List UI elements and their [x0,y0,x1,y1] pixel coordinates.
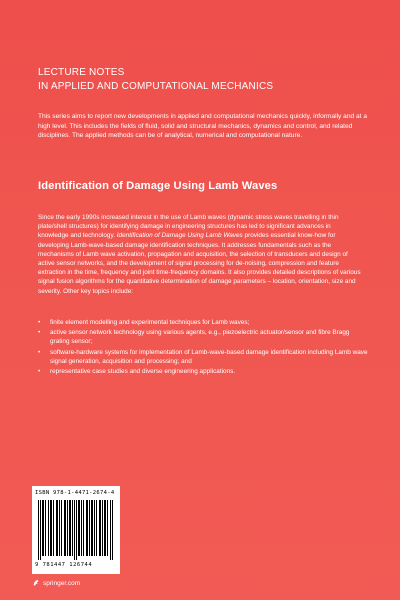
publisher-url[interactable]: springer.com [43,579,81,587]
bullet-icon: • [38,368,41,376]
barcode-icon [38,500,114,560]
bullet-icon: • [38,329,41,337]
list-item [38,328,368,346]
description-part1: Since the early 1990s increased interest in the use of Lamb waves (dynamic stress waves travelling in thin plate/shell structures) for identifying damage in engineering structures has led to significant advances in knowledge and technology. [38,214,339,240]
topic-text: representative case studies and diverse engineering applications. [50,368,236,376]
series-title-line1: LECTURE NOTES [38,67,125,78]
bullet-icon: • [38,319,41,326]
barcode-digits: 9 781447 126744 [35,562,93,568]
description-part2: provides essential know-how for developing Lamb-wave-based damage identification techniques. It addresses fundamentals such as the mechanisms of Lamb wave activation, propagation and acquisition, the selection of transducers and design of active sensor networks, and the development of signal processing for de-noising, compression and feature extraction in the time, frequency and joint time-frequency domains. It also provides detailed descriptions of various signal fusion algorithms for the quantitative determination of damage parameters – location, orientation, size and severity. Other key topics include: [38,232,361,295]
publisher [32,579,80,587]
bullet-icon: • [38,348,41,356]
series-title [38,66,273,94]
springer-horse-icon [32,579,40,587]
topic-text: finite element modelling and experimental techniques for Lamb waves; [50,319,250,326]
book-title: Identification of Damage Using Lamb Waves [38,180,278,192]
topic-text: software-hardware systems for implementation of Lamb-wave-based damage identification including Lamb wave signal generation, acquisition and processing; and [50,348,368,365]
topics-list [38,318,368,377]
list-item [38,318,368,327]
list-item [38,367,368,376]
series-intro: This series aims to report new developments in applied and computational mechanics quickly, informally and at a high level. This includes the fields of fluid, solid and structural mechanics, dynamics and control, and related disciplines. The applied methods can be of analytical, numerical and computational nature. [38,113,367,140]
topic-text: active sensor network technology using various agents, e.g., piezoelectric actuator/sensor and fibre Bragg grating sensor; [50,329,350,346]
description-italic-title: Identification of Damage Using Lamb Waves [116,232,243,240]
list-item [38,348,368,366]
series-title-line2: IN APPLIED AND COMPUTATIONAL MECHANICS [38,81,274,92]
barcode-box [32,486,120,574]
book-description [38,213,363,296]
isbn-label: ISBN 978-1-4471-2674-4 [35,490,115,496]
